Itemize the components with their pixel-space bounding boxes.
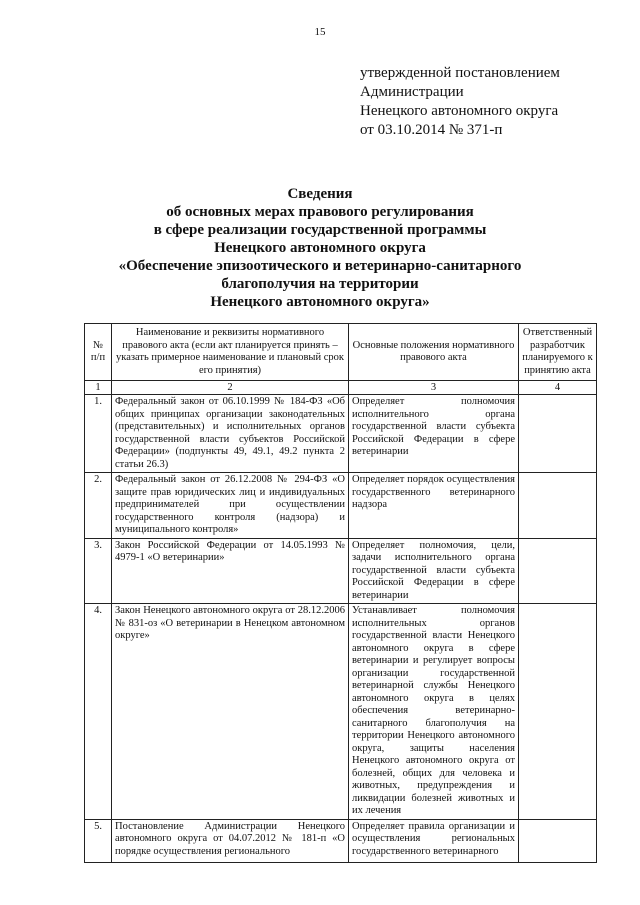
header-developer: Ответственный разработчик планируемого к принятию акта	[519, 324, 597, 381]
approval-line: от 03.10.2014 № 371-п	[360, 122, 503, 138]
column-number: 4	[519, 381, 597, 395]
header-act: Наименование и реквизиты нормативного правового акта (если акт планируется принять – указать примерное наименование и плановый срок его принятия)	[112, 324, 349, 381]
title-line: «Обеспечение эпизоотического и ветеринарно-санитарного	[118, 258, 522, 274]
table-row	[85, 538, 597, 604]
provisions-cell: Определяет правила организации и осуществления региональных государственного ветеринарного	[349, 819, 519, 862]
provisions-cell: Определяет полномочия исполнительного органа государственной власти субъекта Российской Федерации в сфере ветеринарии	[349, 395, 519, 473]
page-number: 15	[314, 26, 326, 38]
approval-block	[360, 64, 560, 140]
provisions-cell: Определяет порядок осуществления государственного ветеринарного надзора	[349, 473, 519, 539]
row-number: 1.	[85, 395, 112, 473]
document-title	[0, 185, 640, 311]
developer-cell	[519, 819, 597, 862]
act-cell: Постановление Администрации Ненецкого автономного округа от 04.07.2012 № 181-п «О порядке осуществления регионального	[112, 819, 349, 862]
approval-line: Администрации	[360, 84, 464, 100]
approval-line: утвержденной постановлением	[360, 65, 560, 81]
developer-cell	[519, 538, 597, 604]
act-cell: Федеральный закон от 26.12.2008 № 294-ФЗ «О защите прав юридических лиц и индивидуальных предпринимателей при осуществлении государственного контроля (надзора) и муниципального контроля»	[112, 473, 349, 539]
title-line: Ненецкого автономного округа»	[210, 294, 430, 310]
act-cell: Закон Ненецкого автономного округа от 28.12.2006 № 831-оз «О ветеринарии в Ненецком автономном округе»	[112, 604, 349, 820]
table-row	[85, 604, 597, 820]
table-row	[85, 395, 597, 473]
table-header-row	[85, 324, 597, 381]
provisions-cell: Определяет полномочия, цели, задачи исполнительного органа государственной власти субъекта Российской Федерации в сфере ветеринарии	[349, 538, 519, 604]
table-row	[85, 473, 597, 539]
row-number: 4.	[85, 604, 112, 820]
act-cell: Закон Российской Федерации от 14.05.1993 № 4979-1 «О ветеринарии»	[112, 538, 349, 604]
developer-cell	[519, 604, 597, 820]
act-cell: Федеральный закон от 06.10.1999 № 184-ФЗ «Об общих принципах организации законодательных (представительных) и исполнительных органов государственной власти субъектов Российской Федерации» (подпункты 49, 49.1, 49.2 пункта 2 статьи 26.3)	[112, 395, 349, 473]
developer-cell	[519, 395, 597, 473]
provisions-cell: Устанавливает полномочия исполнительных органов государственной власти Ненецкого автономного округа в сфере ветеринарии и регулирует вопросы организации государственной ветеринарной службы Ненецкого автономного округа в целях обеспечения ветеринарно-санитарного благополучия на территории Ненецкого автономного округа, защиты населения Ненецкого автономного округа от болезней, общих для человека и животных, предупреждения и ликвидации болезней животных и их лечения	[349, 604, 519, 820]
title-line: Сведения	[287, 186, 353, 202]
title-line: об основных мерах правового регулирования	[166, 204, 474, 220]
title-line: благополучия на территории	[221, 276, 419, 292]
header-provisions: Основные положения нормативного правового акта	[349, 324, 519, 381]
table-row	[85, 819, 597, 862]
column-number-row	[85, 381, 597, 395]
measures-table	[84, 323, 597, 863]
approval-line: Ненецкого автономного округа	[360, 103, 559, 119]
row-number: 2.	[85, 473, 112, 539]
column-number: 2	[112, 381, 349, 395]
row-number: 3.	[85, 538, 112, 604]
column-number: 3	[349, 381, 519, 395]
header-num: № п/п	[85, 324, 112, 381]
developer-cell	[519, 473, 597, 539]
row-number: 5.	[85, 819, 112, 862]
column-number: 1	[85, 381, 112, 395]
title-line: в сфере реализации государственной программы	[153, 222, 487, 238]
title-line: Ненецкого автономного округа	[214, 240, 426, 256]
